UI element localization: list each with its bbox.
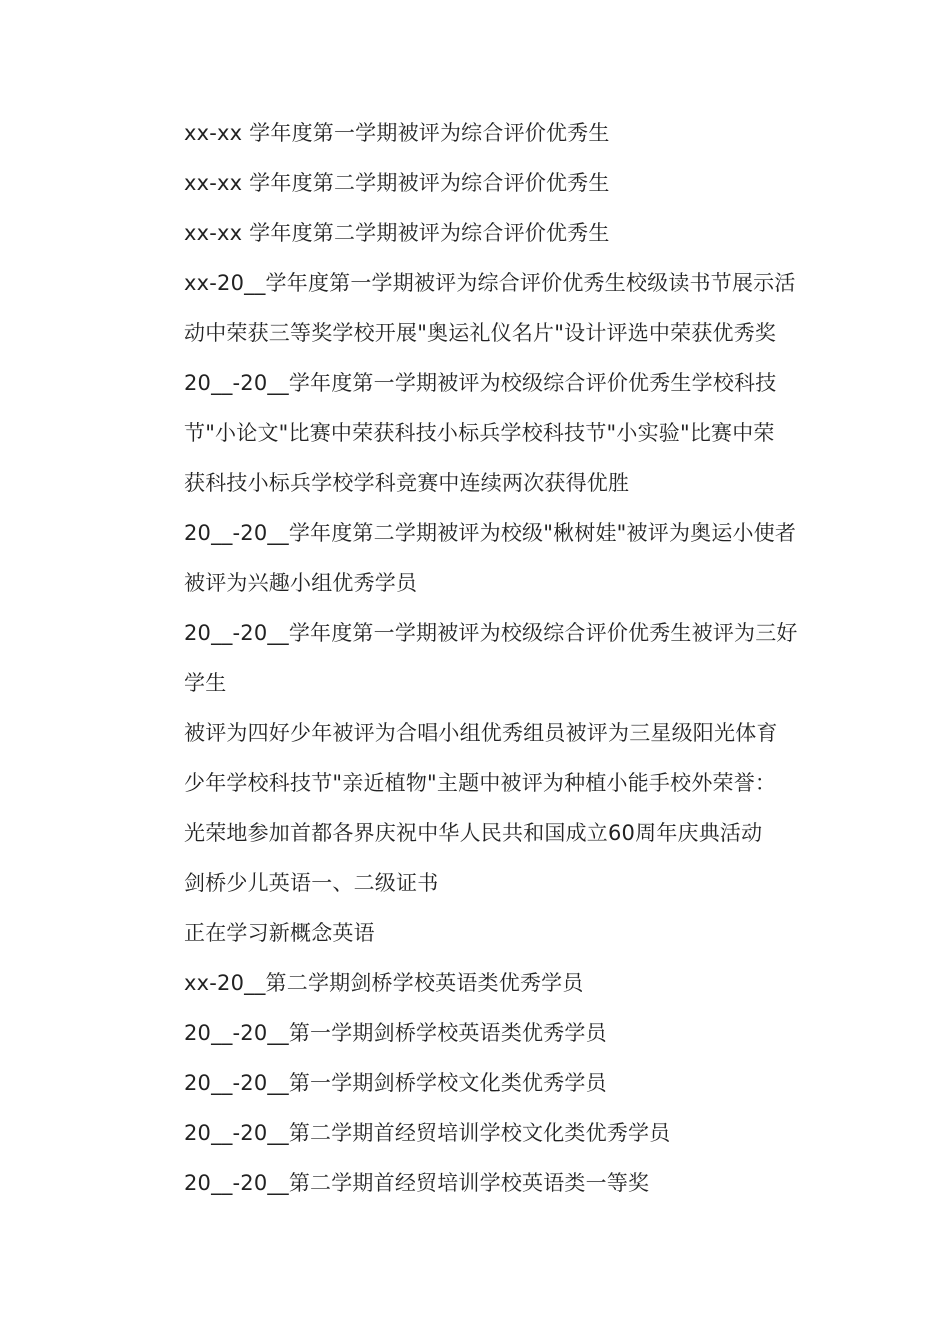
text-line: xx-xx 学年度第二学期被评为综合评价优秀生	[184, 171, 610, 195]
text-line: xx-xx 学年度第一学期被评为综合评价优秀生	[184, 121, 610, 145]
text-line: 光荣地参加首都各界庆祝中华人民共和国成立60周年庆典活动	[184, 821, 763, 845]
text-line: 动中荣获三等奖学校开展"奥运礼仪名片"设计评选中荣获优秀奖	[184, 321, 777, 345]
text-line: xx-20__学年度第一学期被评为综合评价优秀生校级读书节展示活	[184, 271, 796, 295]
text-line: 正在学习新概念英语	[184, 921, 375, 945]
text-line: 被评为兴趣小组优秀学员	[184, 571, 418, 595]
text-line: 20__-20__学年度第一学期被评为校级综合评价优秀生被评为三好	[184, 621, 798, 645]
text-line: 学生	[184, 671, 227, 695]
text-line: 节"小论文"比赛中荣获科技小标兵学校科技节"小实验"比赛中荣	[184, 421, 775, 445]
text-line: 20__-20__学年度第一学期被评为校级综合评价优秀生学校科技	[184, 371, 777, 395]
text-line: 被评为四好少年被评为合唱小组优秀组员被评为三星级阳光体育	[184, 721, 778, 745]
text-line: 20__-20__第一学期剑桥学校文化类优秀学员	[184, 1071, 607, 1095]
text-line: 20__-20__第二学期首经贸培训学校文化类优秀学员	[184, 1121, 671, 1145]
text-line: 20__-20__第二学期首经贸培训学校英语类一等奖	[184, 1171, 650, 1195]
text-line: 获科技小标兵学校学科竞赛中连续两次获得优胜	[184, 471, 630, 495]
text-line: 剑桥少儿英语一、二级证书	[184, 871, 439, 895]
text-line: 20__-20__第一学期剑桥学校英语类优秀学员	[184, 1021, 607, 1045]
text-line: xx-xx 学年度第二学期被评为综合评价优秀生	[184, 221, 610, 245]
text-line: xx-20__第二学期剑桥学校英语类优秀学员	[184, 971, 584, 995]
text-line: 20__-20__学年度第二学期被评为校级"楸树娃"被评为奥运小使者	[184, 521, 797, 545]
document-body	[184, 108, 834, 1208]
text-line: 少年学校科技节"亲近植物"主题中被评为种植小能手校外荣誉：	[184, 771, 777, 795]
